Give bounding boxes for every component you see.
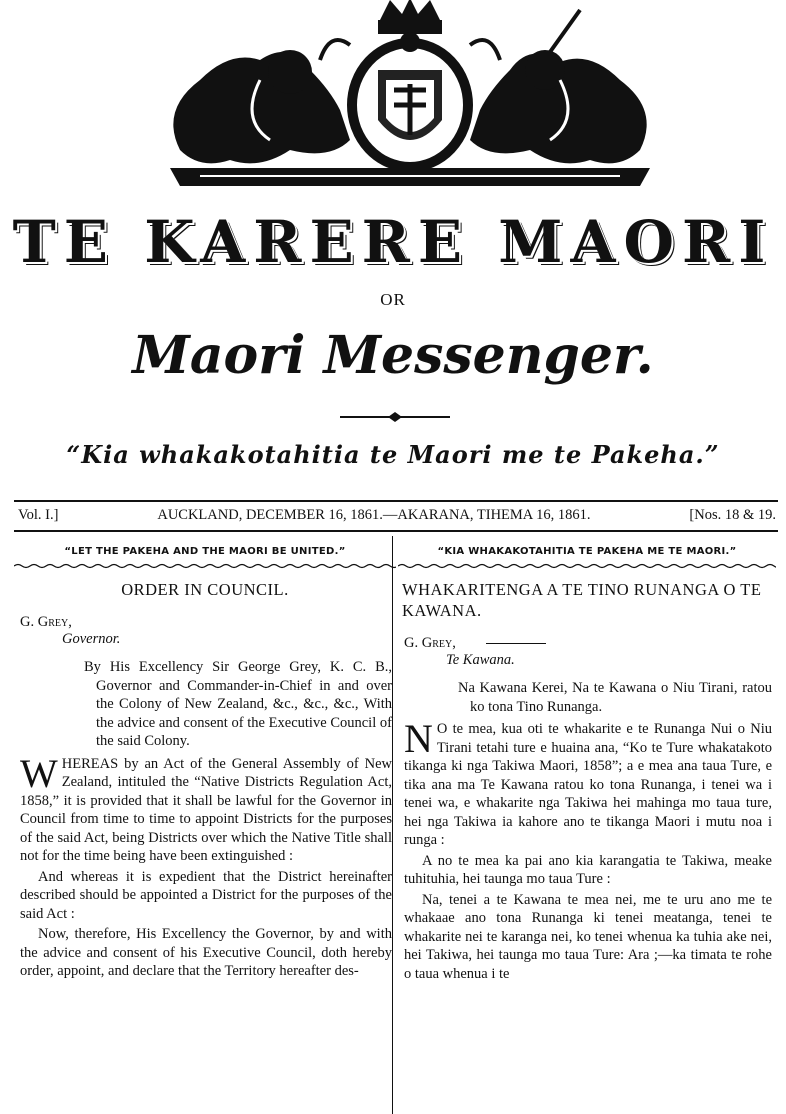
english-dropcap: W [20, 750, 58, 796]
masthead-subtitle: Maori Messenger. [132, 325, 654, 386]
wavy-rule-icon [14, 563, 396, 569]
issue-line [18, 507, 776, 524]
rule-bottom [14, 530, 778, 532]
english-paragraph-3: Now, therefore, His Excellency the Governor, by and with the advice and consent of his Executive Council, doth hereby order, appoint, and declare that the Territory hereafter des- [20, 926, 392, 979]
issue-volume: Vol. I.] [18, 507, 59, 523]
maori-signature-name: G. Grey, [404, 635, 776, 652]
rule-top [14, 500, 778, 502]
wavy-rule-icon [398, 563, 776, 569]
maori-paragraph-3: Na, tenei a te Kawana te mea nei, me te uru ano me te whakaae ano tona Runanga ki tenei meatanga, tenei te whakarite nei te karanga nei, ko tenei whenua ka tuhia ake nei, hei Takiwa, hei taunga mo taua Ture: Ara ;—ka timata te rohe o taua whenua i te [404, 891, 772, 982]
maori-column-motto: “KIA WHAKAKOTAHITIA TE PAKEHA ME TE MAORI.” [437, 546, 737, 557]
masthead-or: OR [380, 290, 406, 309]
issue-date: AUCKLAND, DECEMBER 16, 1861.—AKARANA, TIHEMA 16, 1861. [157, 507, 591, 523]
ornament-divider-icon [340, 410, 450, 424]
coat-of-arms-icon [140, 0, 680, 200]
masthead-title: TE KARERE MAORI [12, 208, 774, 276]
masthead-motto: “Kia whakakotahitia te Maori me te Pakeha.” [66, 440, 720, 469]
english-paragraph-2: And whereas it is expedient that the District hereinafter described should be appointed a District for the purposes of the said Act : [20, 868, 392, 922]
maori-paragraph-2: A no te mea ka pai ano kia karangatia te Takiwa, meake tuhituhia, hei taunga mo taua Ture : [404, 852, 772, 887]
english-heading: ORDER IN COUNCIL. [121, 580, 289, 599]
issue-numbers: [Nos. 18 & 19. [689, 507, 776, 523]
english-column [14, 536, 396, 983]
maori-signature-role: Te Kawana. [446, 652, 515, 668]
english-signature-role: Governor. [62, 631, 121, 647]
english-paragraph-1: W HEREAS by an Act of the General Assembly of New Zealand, intituled the “Native Districts Regulation Act, 1858,” it is provided that it shall be lawful for the Governor in Council from time to time to appoint Districts for the purposes of the said Act, being Districts over which the Native Title shall not for the time being have been extinguished : [20, 750, 392, 864]
maori-heading: WHAKARITENGA A TE TINO RUNANGA O TE KAWANA. [402, 580, 762, 620]
english-column-motto: “LET THE PAKEHA AND THE MAORI BE UNITED.” [64, 546, 346, 557]
maori-dropcap: N [404, 716, 433, 761]
english-preamble: By His Excellency Sir George Grey, K. C. B., Governor and Commander-in-Chief in and over the Colony of New Zealand, &c., &c., &c., With the advice and consent of the Executive Council of the said Colony. [84, 659, 392, 749]
maori-paragraph-1: N O te mea, kua oti te whakarite e te Runanga Nui o Niu Tirani tetahi ture e huaina ana, “Ko te Ture whakatakoto tikanga ki nga Takiwa Maori, 1858”; a e mea ana taua Ture, e tika ana ma Te Kawana ratou ko tona Runanga, i tenei wa i tenei wa, e whakarite nga Takiwa hei mahinga mo taua ture, hei nga Takiwa ia kahore ano te tikanga Maori i mutu noa i runga : [404, 716, 772, 848]
english-signature-name: G. Grey, [20, 614, 72, 630]
maori-column [398, 536, 776, 985]
maori-preamble: Na Kawana Kerei, Na te Kawana o Niu Tirani, ratou ko tona Tino Runanga. [458, 680, 772, 715]
